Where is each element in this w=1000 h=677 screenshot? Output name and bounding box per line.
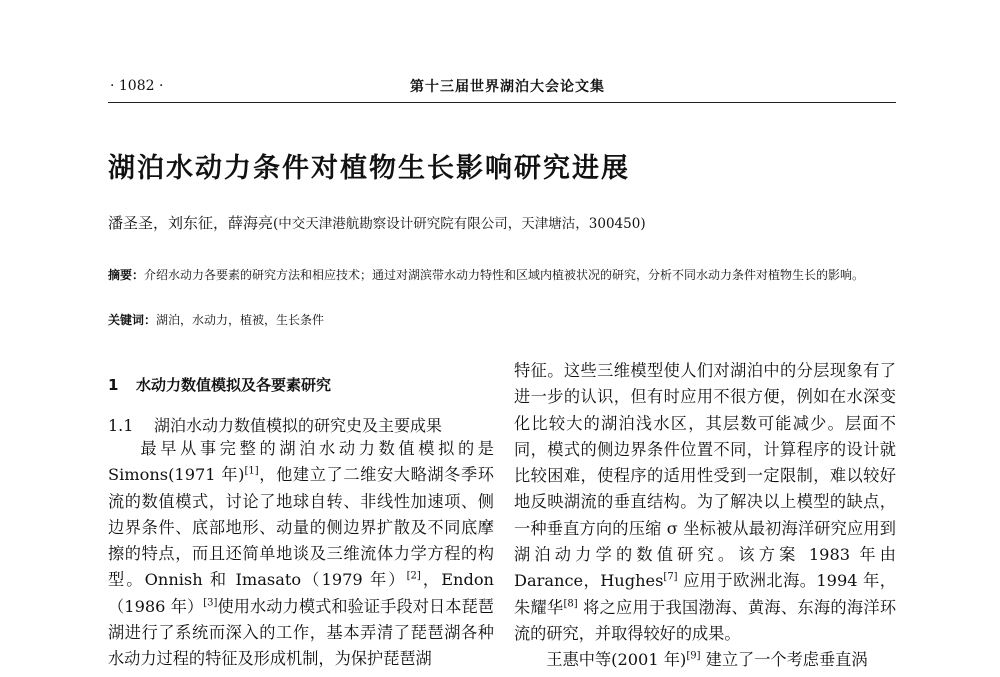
subsection-number: 1.1 (108, 416, 134, 435)
subsection-title: 湖泊水动力数值模拟的研究史及主要成果 (154, 416, 443, 435)
author-affiliation: (中交天津港航勘察设计研究院有限公司，天津塘沽，300450) (273, 216, 646, 232)
author-names: 潘圣圣，刘东征，薛海亮 (108, 214, 274, 232)
left-paragraph-1 (108, 436, 494, 673)
abstract (108, 264, 898, 286)
page-number: · 1082 · (110, 78, 164, 94)
right-text-a: 特征。这些三维模型使人们对湖泊中的分层现象有了进一步的认识，但有时应用不很方便，例如在水深变化比较大的湖泊浅水区，其层数可能减少。层面不同，模式的侧边界条件位置不同，计算程序的设计就比较困难，使程序的适用性受到一定限制，难以较好地反映湖流的垂直结构。为了解决以上模型的缺点，一种垂直方向的压缩 σ 坐标被从最初海洋研究应用到湖泊动力学的数值研究。该方案 1983 年由 Darance，Hughes (514, 361, 896, 591)
paper-title: 湖泊水动力条件对植物生长影响研究进展 (108, 153, 630, 184)
citation-8: [8] (563, 598, 578, 610)
right-text-e: 建立了一个考虑垂直涡 (700, 650, 868, 670)
left-text-a: 最早从事完整的湖泊水动力数值模拟的是 Simons(1971 年) (108, 439, 494, 485)
citation-9: [9] (686, 650, 701, 662)
keywords (108, 310, 324, 330)
abstract-text: 介绍水动力各要素的研究方法和相应技术；通过对湖滨带水动力特性和区域内植被状况的研究，分析不同水动力条件对植物生长的影响。 (144, 268, 865, 282)
author-line (108, 212, 646, 233)
left-text-c: ，Endon（1986 年） (108, 570, 494, 616)
running-title: 第十三届世界湖泊大会论文集 (410, 79, 605, 95)
section-number: 1 (108, 376, 119, 394)
citation-3: [3] (203, 597, 218, 609)
right-text-c: 将之应用于我国渤海、黄海、东海的海洋环流的研究，并取得较好的成果。 (514, 597, 897, 643)
citation-2: [2] (406, 571, 421, 583)
abstract-label: 摘要： (108, 268, 145, 282)
right-paragraph-2 (514, 647, 896, 673)
page-header (108, 76, 896, 103)
section-title: 水动力数值模拟及各要素研究 (136, 376, 332, 394)
right-column (514, 358, 896, 674)
right-text-b: 应用于欧洲北海。1994 年，朱耀华 (514, 571, 896, 617)
section-heading-1 (108, 374, 331, 395)
citation-1: [1] (244, 465, 259, 477)
left-column (108, 436, 494, 673)
left-text-d: 使用水动力模式和验证手段对日本琵琶湖进行了系统而深入的工作，基本弄清了琵琶湖各种水动力过程的特征及形成机制，为保护琵琶湖 (108, 596, 494, 669)
right-text-d: 王惠中等(2001 年) (546, 650, 687, 670)
citation-7: [7] (663, 571, 678, 583)
keywords-text: 湖泊，水动力，植被，生长条件 (156, 313, 325, 327)
left-text-b: ，他建立了二维安大略湖冬季环流的数值模式，讨论了地球自转、非线性加速项、侧边界条件、底部地形、动量的侧边界扩散及不同底摩擦的特点，而且还简单地谈及三维流体力学方程的构型。Onnish 和 Imasato（1979 年） (108, 465, 494, 590)
right-paragraph-1 (514, 358, 896, 647)
subsection-heading-1-1 (108, 413, 442, 436)
keywords-label: 关键词： (108, 313, 157, 327)
